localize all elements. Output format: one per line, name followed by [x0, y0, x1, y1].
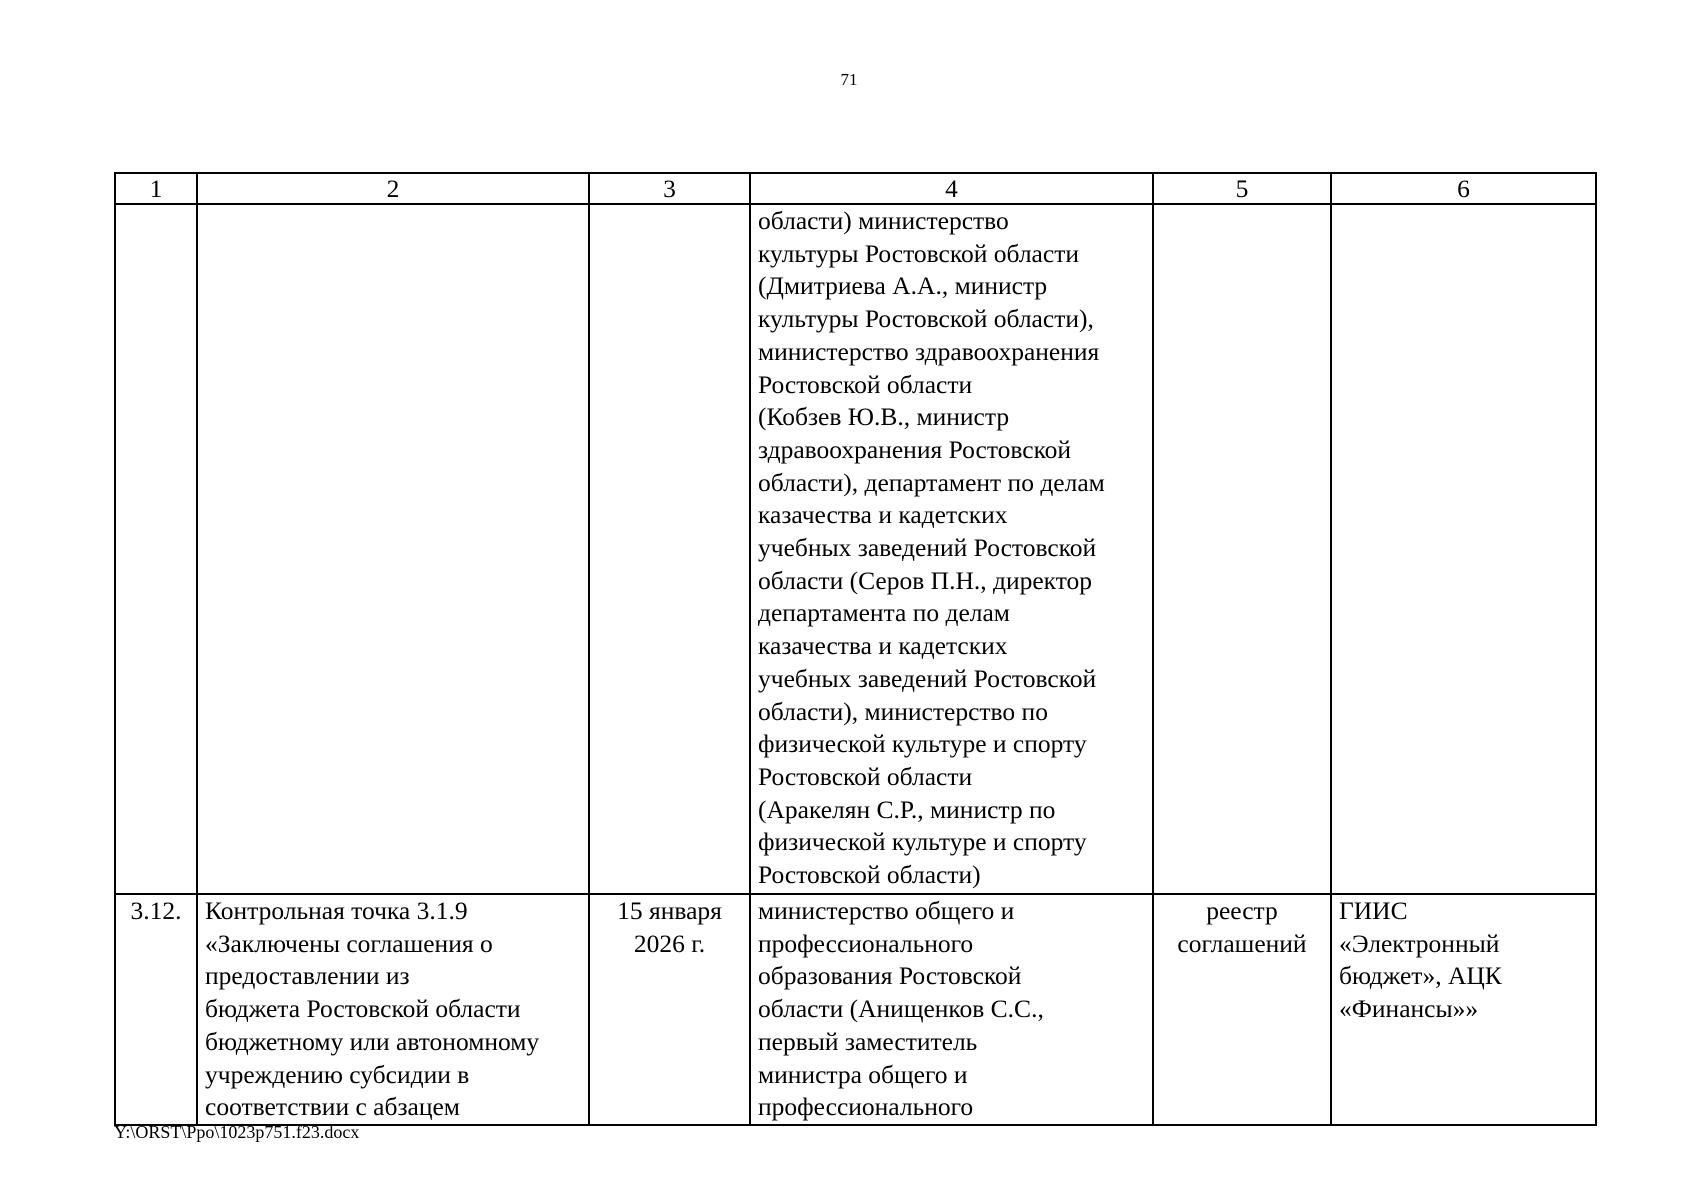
header-col-1: 1: [115, 173, 197, 204]
cell-document: [1153, 204, 1331, 894]
cell-responsible: министерство общего и профессионального образования Ростовской области (Анищенков С.С., первый заместитель министра общего и профессионального: [750, 894, 1153, 1125]
footer-file-path: Y:\ORST\Ppo\1023p751.f23.docx: [114, 1122, 360, 1142]
header-col-2: 2: [197, 173, 589, 204]
cell-system: [1331, 204, 1596, 894]
cell-number: [115, 204, 197, 894]
table-row-3-12: [115, 894, 1596, 1125]
cell-document: реестр соглашений: [1153, 894, 1331, 1125]
control-points-table: [114, 172, 1597, 1126]
cell-name: Контрольная точка 3.1.9 «Заключены соглашения о предоставлении из бюджета Ростовской области бюджетному или автономному учреждению субсидии в соответствии с абзацем: [197, 894, 589, 1125]
page-number: 71: [840, 70, 858, 89]
header-col-3: 3: [589, 173, 750, 204]
header-col-5: 5: [1153, 173, 1331, 204]
cell-number: 3.12.: [115, 894, 197, 1125]
table-header-row: [115, 173, 1596, 204]
cell-name: [197, 204, 589, 894]
cell-deadline: 15 января 2026 г.: [589, 894, 750, 1125]
cell-system: ГИИС «Электронный бюджет», АЦК «Финансы»»: [1331, 894, 1596, 1125]
cell-responsible: области) министерство культуры Ростовской области (Дмитриева А.А., министр культуры Ростовской области), министерство здравоохранения Ростовской области (Кобзев Ю.В., министр здравоохранения Ростовской области), департамент по делам казачества и кадетских учебных заведений Ростовской области (Серов П.Н., директор департамента по делам казачества и кадетских учебных заведений Ростовской области), министерство по физической культуре и спорту Ростовской области (Аракелян С.Р., министр по физической культуре и спорту Ростовской области): [750, 204, 1153, 894]
header-col-6: 6: [1331, 173, 1596, 204]
header-col-4: 4: [750, 173, 1153, 204]
cell-deadline: [589, 204, 750, 894]
table-row-continuation: [115, 204, 1596, 894]
